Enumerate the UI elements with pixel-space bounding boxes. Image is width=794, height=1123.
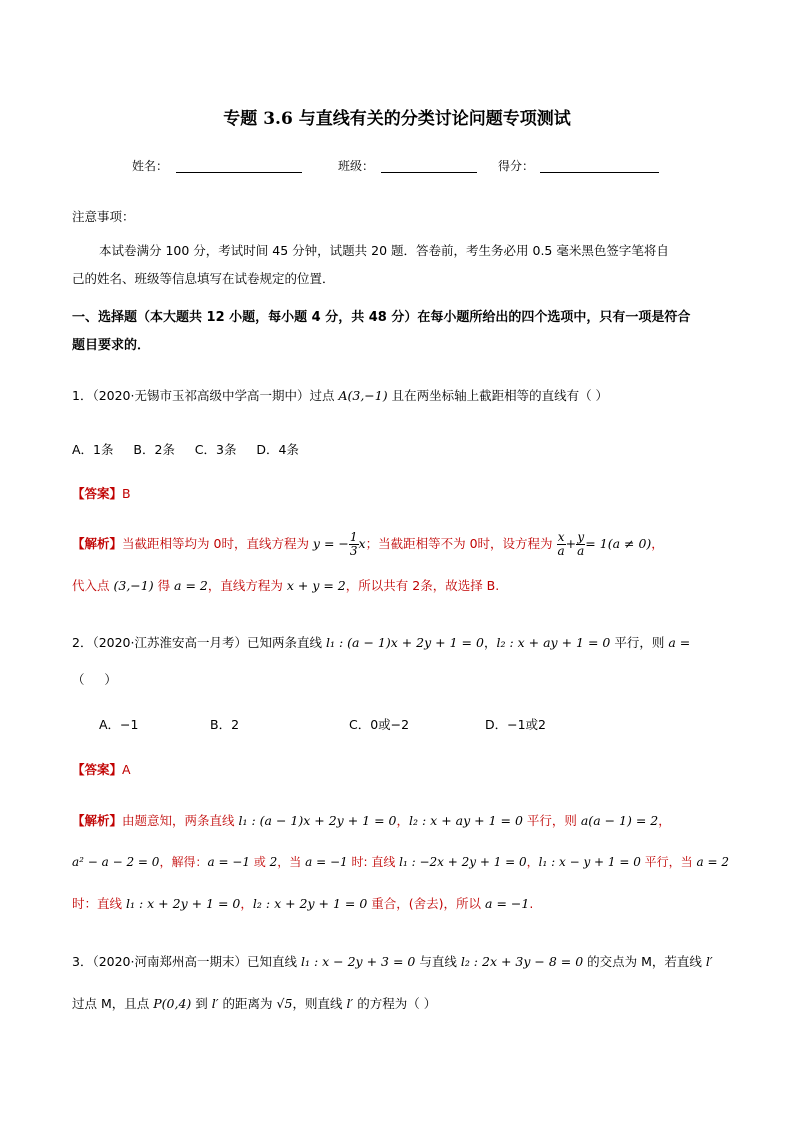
eq-rhs: = 1(a ≠ 0) (585, 536, 652, 551)
q2-sep: ， (483, 635, 497, 650)
question-2-paren: （ ） (72, 672, 117, 687)
eq: a = −1 (485, 896, 530, 911)
eq: a² − a − 2 = 0 (72, 855, 160, 869)
frac-num: y (577, 530, 585, 544)
analysis-text: 由题意知，两条直线 (122, 813, 239, 828)
eq: 2 (269, 855, 278, 869)
answer-value: B (122, 486, 131, 501)
analysis-text: 平行，当 (640, 855, 697, 869)
analysis-text: 当截距相等均为 0时，直线方程为 (122, 536, 313, 551)
frac-den: 3 (349, 544, 358, 558)
class-field[interactable] (381, 172, 477, 173)
question-1-stem (72, 386, 608, 404)
eq: P(0,4) (153, 996, 192, 1011)
answer-tag: 【答案】 (72, 486, 123, 501)
answer-tag: 【答案】 (72, 762, 123, 777)
question-2-analysis-line-3 (72, 894, 533, 912)
eq: l′ (705, 954, 713, 969)
analysis-text: ，解得： (159, 855, 208, 869)
analysis-text: 重合，(舍去)，所以 (367, 896, 486, 911)
q2-stem-a: 2．（2020·江苏淮安高一月考）已知两条直线 (72, 635, 326, 650)
q3-text: 到 (191, 996, 212, 1011)
question-3-stem-line-1 (72, 952, 713, 970)
q3-text: 3．（2020·河南郑州高一期末）已知直线 (72, 954, 301, 969)
section-heading-line-2: 题目要求的． (72, 338, 151, 353)
question-1-options: A．1条 B．2条 C．3条 D．4条 (72, 442, 299, 457)
q3-text: ，则直线 (292, 996, 347, 1011)
eq: x + y = 2 (286, 578, 346, 593)
analysis-text: ，直线方程为 (207, 578, 287, 593)
eq: l₁ : x − 2y + 3 = 0 (300, 954, 416, 969)
eq: l₂ : x + ay + 1 = 0 (409, 813, 523, 828)
analysis-text: 时：直线 (72, 896, 126, 911)
name-label: 姓名： (132, 159, 169, 173)
frac-den: a (557, 544, 565, 558)
eq: a = 2 (174, 578, 208, 593)
eq: a(a − 1) = 2 (580, 813, 659, 828)
q1-point: A(3,−1) (338, 388, 388, 403)
analysis-text: 代入点 (72, 578, 114, 593)
q3-text: 过点 M，且点 (72, 996, 154, 1011)
eq: a = 2 (696, 855, 729, 869)
fraction-one-third (349, 531, 359, 558)
analysis-text: ，当 (277, 855, 306, 869)
question-2-answer (72, 760, 131, 778)
question-1-answer (72, 484, 131, 502)
notice-line-2: 己的姓名、班级等信息填写在试卷规定的位置． (72, 271, 335, 286)
eq: l₁ : (a − 1)x + 2y + 1 = 0 (238, 813, 397, 828)
question-2-analysis-line-1 (72, 811, 671, 829)
q2-stem-b: 平行，则 (610, 635, 669, 650)
q1-stem-a: 1．（2020·无锡市玉祁高级中学高一期中）过点 (72, 388, 339, 403)
score-field[interactable] (540, 172, 659, 173)
eq: l₁ : x − y + 1 = 0 (538, 855, 641, 869)
frac-num: 1 (349, 530, 358, 544)
q3-text: 的交点为 M，若直线 (583, 954, 706, 969)
fraction-y-over-a (576, 531, 585, 558)
analysis-text: 得 (153, 578, 175, 593)
eq: a = −1 (305, 855, 348, 869)
q2-stem-c: a = (668, 635, 691, 650)
answer-value: A (122, 762, 131, 777)
analysis-tag: 【解析】 (72, 536, 123, 551)
analysis-text: ， (396, 813, 409, 828)
q3-text: 的距离为 (218, 996, 277, 1011)
analysis-text: ， (240, 896, 253, 911)
eq: l′ (346, 996, 354, 1011)
analysis-text: . (529, 896, 534, 911)
eq-rhs: x (358, 536, 366, 551)
frac-den: a (577, 544, 585, 558)
eq: l₁ : x + 2y + 1 = 0 (125, 896, 241, 911)
question-1-analysis-line-1 (72, 531, 664, 558)
q3-text: 与直线 (415, 954, 461, 969)
q2-line-1: l₁ : (a − 1)x + 2y + 1 = 0 (325, 635, 484, 650)
q3-text: 的方程为（ ） (353, 996, 437, 1011)
notice-heading: 注意事项： (72, 209, 135, 224)
notice-line-1: 本试卷满分 100 分，考试时间 45 分钟，试题共 20 题．答卷前，考生务必用 0.5 毫米黑色签字笔将自 (99, 243, 669, 258)
question-2-stem (72, 633, 690, 651)
eq-plus: + (565, 536, 577, 551)
analysis-text: 平行，则 (522, 813, 581, 828)
eq: l₂ : x + 2y + 1 = 0 (252, 896, 368, 911)
analysis-text: ，所以共有 2条，故选择 B. (345, 578, 500, 593)
q2-option-a: A．−1 (99, 717, 139, 732)
name-field[interactable] (176, 172, 302, 173)
question-3-stem-line-2 (72, 994, 436, 1012)
eq: l₂ : 2x + 3y − 8 = 0 (460, 954, 584, 969)
eq: √5 (276, 996, 293, 1011)
q2-line-2: l₂ : x + ay + 1 = 0 (496, 635, 611, 650)
fraction-x-over-a (557, 531, 566, 558)
page-title: 专题 3.6 与直线有关的分类讨论问题专项测试 (223, 109, 571, 129)
analysis-text: ， (658, 813, 671, 828)
analysis-text: ， (526, 855, 539, 869)
eq: a = −1 (207, 855, 250, 869)
analysis-text: ；当截距相等不为 0时，设方程为 (365, 536, 557, 551)
q1-stem-b: 且在两坐标轴上截距相等的直线有（ ） (387, 388, 609, 403)
q2-option-b: B．2 (210, 717, 240, 732)
score-label: 得分： (498, 159, 535, 173)
eq-point: (3,−1) (113, 578, 154, 593)
analysis-text: 时: 直线 (347, 855, 400, 869)
eq: l₁ : −2x + 2y + 1 = 0 (399, 855, 527, 869)
analysis-text: ， (651, 536, 664, 551)
analysis-tag: 【解析】 (72, 813, 123, 828)
eq-lhs: y = − (312, 536, 349, 551)
q2-option-d: D．−1或2 (485, 717, 547, 732)
class-label: 班级： (338, 159, 375, 173)
question-1-analysis-line-2 (72, 576, 499, 594)
section-heading-line-1: 一、选择题（本大题共 12 小题，每小题 4 分，共 48 分）在每小题所给出的四个选项中，只有一项是符合 (72, 310, 691, 325)
eq: l′ (211, 996, 219, 1011)
analysis-text: 或 (250, 855, 270, 869)
frac-num: x (557, 530, 565, 544)
q2-option-c: C．0或−2 (349, 717, 410, 732)
question-2-analysis-line-2 (72, 853, 729, 870)
